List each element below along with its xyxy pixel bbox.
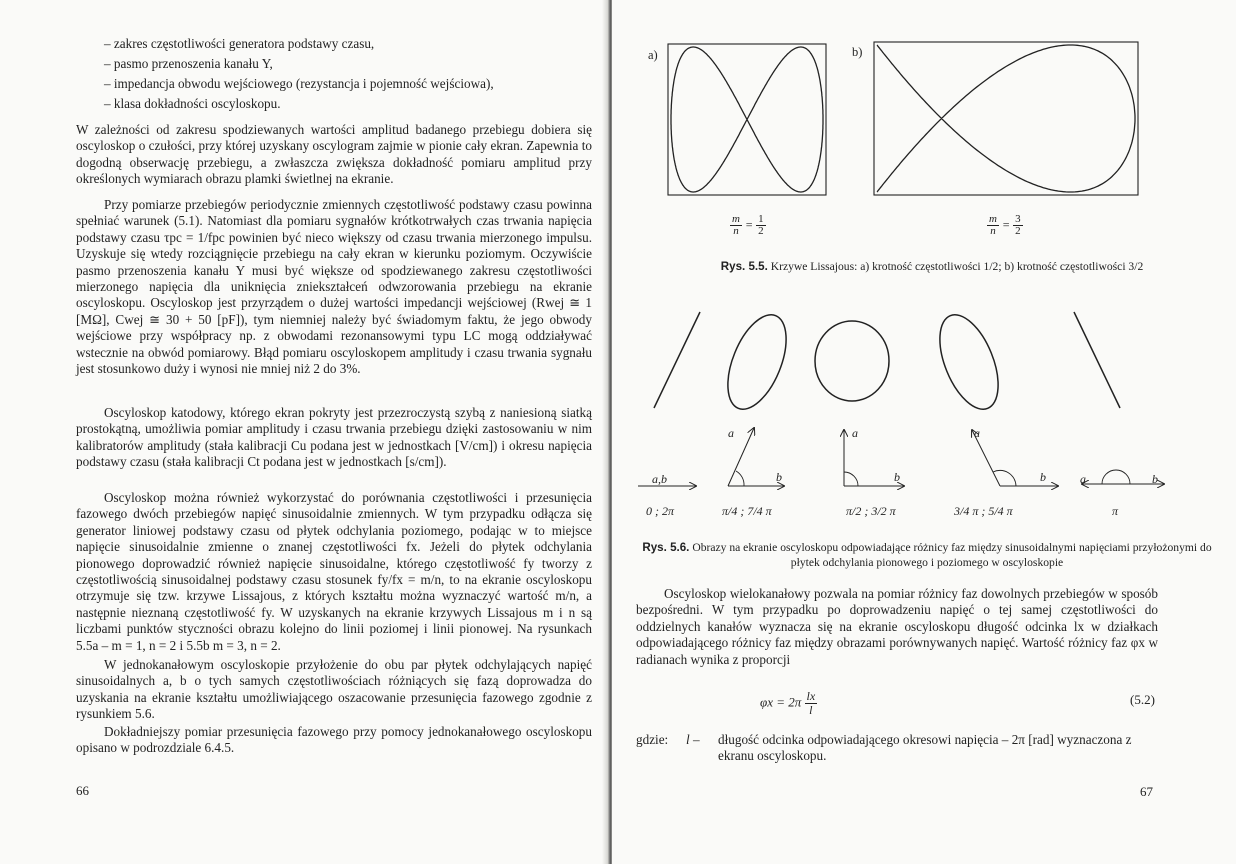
caption-label: Rys. 5.5.: [720, 260, 768, 273]
phase-ellipse-135: [934, 310, 1004, 414]
ratio-b-2: 2: [1015, 225, 1021, 237]
phasor-label-b: b: [1040, 470, 1046, 484]
right-page: [612, 0, 1236, 864]
ratio-a-eq: =: [744, 217, 754, 232]
phasor-label-b: b: [776, 470, 782, 484]
ratio-a-2: 2: [758, 225, 764, 237]
phase-value: 3/4 π ; 5/4 π: [954, 504, 1013, 518]
phase-value: π: [1112, 504, 1119, 518]
lissajous-a: [668, 44, 838, 196]
bullet-list: [104, 34, 494, 114]
paragraph: W jednokanałowym oscyloskopie przyłożenie do obu par płytek odchylających napięć sinusoidalnych a, b o tych samych częstotliwościach różniących się fazą doprowadza do uzyskania na ekranie kształtu umożliwiającego oszacowanie przesunięcia fazowego zgodnie z rysunkiem 5.6.: [76, 657, 592, 722]
phase-ellipse-45: [722, 310, 792, 414]
phase-line-0: [648, 308, 708, 412]
phasor-label-a: a: [1080, 472, 1086, 486]
phasor-label-b: b: [1152, 472, 1158, 486]
ratio-b: [987, 214, 1023, 237]
phasor-diagrams: [636, 420, 1176, 496]
paragraph: Oscyloskop wielokanałowy pozwala na pomiar różnicy faz dowolnych przebiegów w sposób bezpośredni. W tym przypadku po doprowadzeniu napięć o tej samej częstotliwości do oddzielnych kanałów wyznacza się na ekranie oscyloskopu długość odcinka lx w działkach odpowiadającego różnicy faz między obrazami porównywanych napięć. Wartość różnicy faz φx w radianach wynika z proporcji: [636, 586, 1158, 667]
caption-text: Krzywe Lissajous: a) krotność częstotliwości 1/2; b) krotność częstotliwości 3/2: [770, 260, 1144, 273]
bullet-item: – zakres częstotliwości generatora podstawy czasu,: [104, 36, 375, 51]
lissajous-b: [874, 42, 1140, 196]
equation: [760, 690, 817, 717]
bullet-item: – impedancja obwodu wejściowego (rezystancja i pojemność wejściowa),: [104, 76, 494, 91]
phasor-label-a: a: [852, 426, 858, 440]
where-text: długość odcinka odpowiadającego okresowi napięcia – 2π [rad] wyznaczona z ekranu oscyloskopu.: [718, 732, 1132, 764]
equation-lhs: φx = 2π: [760, 694, 802, 710]
bullet-item: – pasmo przenoszenia kanału Y,: [104, 56, 273, 71]
paragraph: Oscyloskop można również wykorzystać do porównania częstotliwości i przesunięcia fazowego dwóch przebiegów napięć sinusoidalnie zmiennych. W tym przypadku odłącza się generator liniowej podstawy czasu od płytek odchylania poziomego, podając w to miejsce napięcie sinusoidalnie zmienne o znanej częstotliwości fx. Jeżeli do płytek odchylania pionowego doprowadzić również napięcie sinusoidalne, którego częstotliwość fy tworzy z częstotliwością sinusoidalnej podstawy czasu stosunek fy/fx = m/n, to na ekranie oscyloskopu otrzymuje się tzw. krzywe Lissajous, z których kształtu można wyznaczyć wartość m/n, a następnie nieznaną częstotliwość fy. W uzyskanych na ekranie krzywych Lissajous m i n są liczbami punktów styczności obrazu kolejno do linii poziomej i linii pionowej. Na rysunkach 5.5a – m = 1, n = 2 i 5.5b m = 3, n = 2.: [76, 490, 592, 653]
page-number: 67: [1140, 784, 1153, 799]
figure-caption-5-6: [642, 540, 1212, 570]
caption-label: Rys. 5.6.: [642, 541, 690, 554]
phasor-axis-label: a,b: [652, 472, 667, 486]
equation-denominator: l: [809, 703, 813, 717]
figure-caption-5-5: [652, 259, 1212, 274]
bullet-item: – klasa dokładności oscyloskopu.: [104, 96, 281, 111]
ratio-b-eq: =: [1001, 217, 1011, 232]
ratio-b-m: m: [989, 213, 997, 225]
left-page: [0, 0, 606, 864]
equation-numerator: lx: [806, 689, 816, 703]
phase-circle-90: [812, 318, 892, 404]
paragraph: Przy pomiarze przebiegów periodycznie zmiennych częstotliwość podstawy czasu powinna spełniać warunek (5.1). Natomiast dla pomiaru sygnałów krótkotrwałych czas trwania napięcia podstawy czasu τpc = 1/fpc powinien być nieco większy od czasu trwania mierzonego impulsu. Uzyskuje się wtedy rozciągnięcie przebiegu na cały ekran w kierunku poziomym. Oczywiście pasmo przenoszenia kanału Y musi być większe od spodziewanego zakresu częstotliwości mierzonego napięcia dla uniknięcia zniekształceń odwzorowania przebiegu na ekranie oscyloskopu. Oscyloskop jest przyrządem o dużej wartości impedancji wejściowej (Rwej ≅ 1 [MΩ], Cwej ≅ 30 + 50 [pF]), tym niemniej należy być świadomym faktu, że jego obwody wejściowe przy współpracy np. z obwodami rezonansowymi typu LC mogą oddziaływać wstecznie na obwód pomiarowy. Błąd pomiaru oscyloskopem amplitudy i czasu trwania sygnału jest stosunkowo duży i wynosi nie mniej niż 2 do 3%.: [76, 197, 592, 377]
paragraph: Oscyloskop katodowy, którego ekran pokryty jest przezroczystą szybą z naniesioną siatką prostokątną, umożliwia pomiar amplitudy i czasu trwania przebiegu dzięki zastosowaniu w nim kalibratorów amplitudy (stała kalibracji Cu podana jest w jednostkach [V/cm]) i okresu napięcia podstawy czasu (stała kalibracji Ct podana jest w jednostkach [s/cm]).: [76, 405, 592, 470]
caption-text: Obrazy na ekranie oscyloskopu odpowiadające różnicy faz między sinusoidalnymi napięciami przyłożonymi do płytek odchylania pionowego i poziomego w oscyloskopie: [692, 541, 1212, 569]
ratio-a-1: 1: [758, 213, 764, 225]
equation-number: (5.2): [1130, 692, 1155, 707]
page-number: 66: [76, 783, 89, 798]
figure-label-a: a): [648, 48, 658, 62]
phase-value: π/4 ; 7/4 π: [722, 504, 772, 518]
ratio-b-n: n: [990, 225, 996, 237]
phase-value: 0 ; 2π: [646, 504, 675, 518]
where-label: gdzie:: [636, 732, 669, 747]
phasor-label-a: a: [974, 426, 980, 440]
paragraph: W zależności od zakresu spodziewanych wartości amplitud badanego przebiegu dobiera się oscyloskop o czułości, przy której uzyskany oscylogram zajmie w pionie cały ekran. Zapewnia to dogodną obserwację przebiegu, a zwłaszcza zwiększa dokładność pomiaru amplitud przy określonych wymiarach obrazu plamki świetlnej na ekranie.: [76, 122, 592, 187]
ratio-a-m: m: [732, 213, 740, 225]
ratio-b-3: 3: [1015, 213, 1021, 225]
ratio-a-n: n: [733, 225, 739, 237]
paragraph: Dokładniejszy pomiar przesunięcia fazowego przy pomocy jednokanałowego oscyloskopu opisano w podrozdziale 6.4.5.: [76, 724, 592, 756]
where-symbol: l –: [686, 732, 700, 747]
phasor-label-a: a: [728, 426, 734, 440]
figure-label-b: b): [852, 45, 863, 59]
phase-value: π/2 ; 3/2 π: [846, 504, 896, 518]
ratio-a: [730, 214, 766, 237]
phasor-label-b: b: [894, 470, 900, 484]
phase-line-180: [1068, 308, 1128, 412]
